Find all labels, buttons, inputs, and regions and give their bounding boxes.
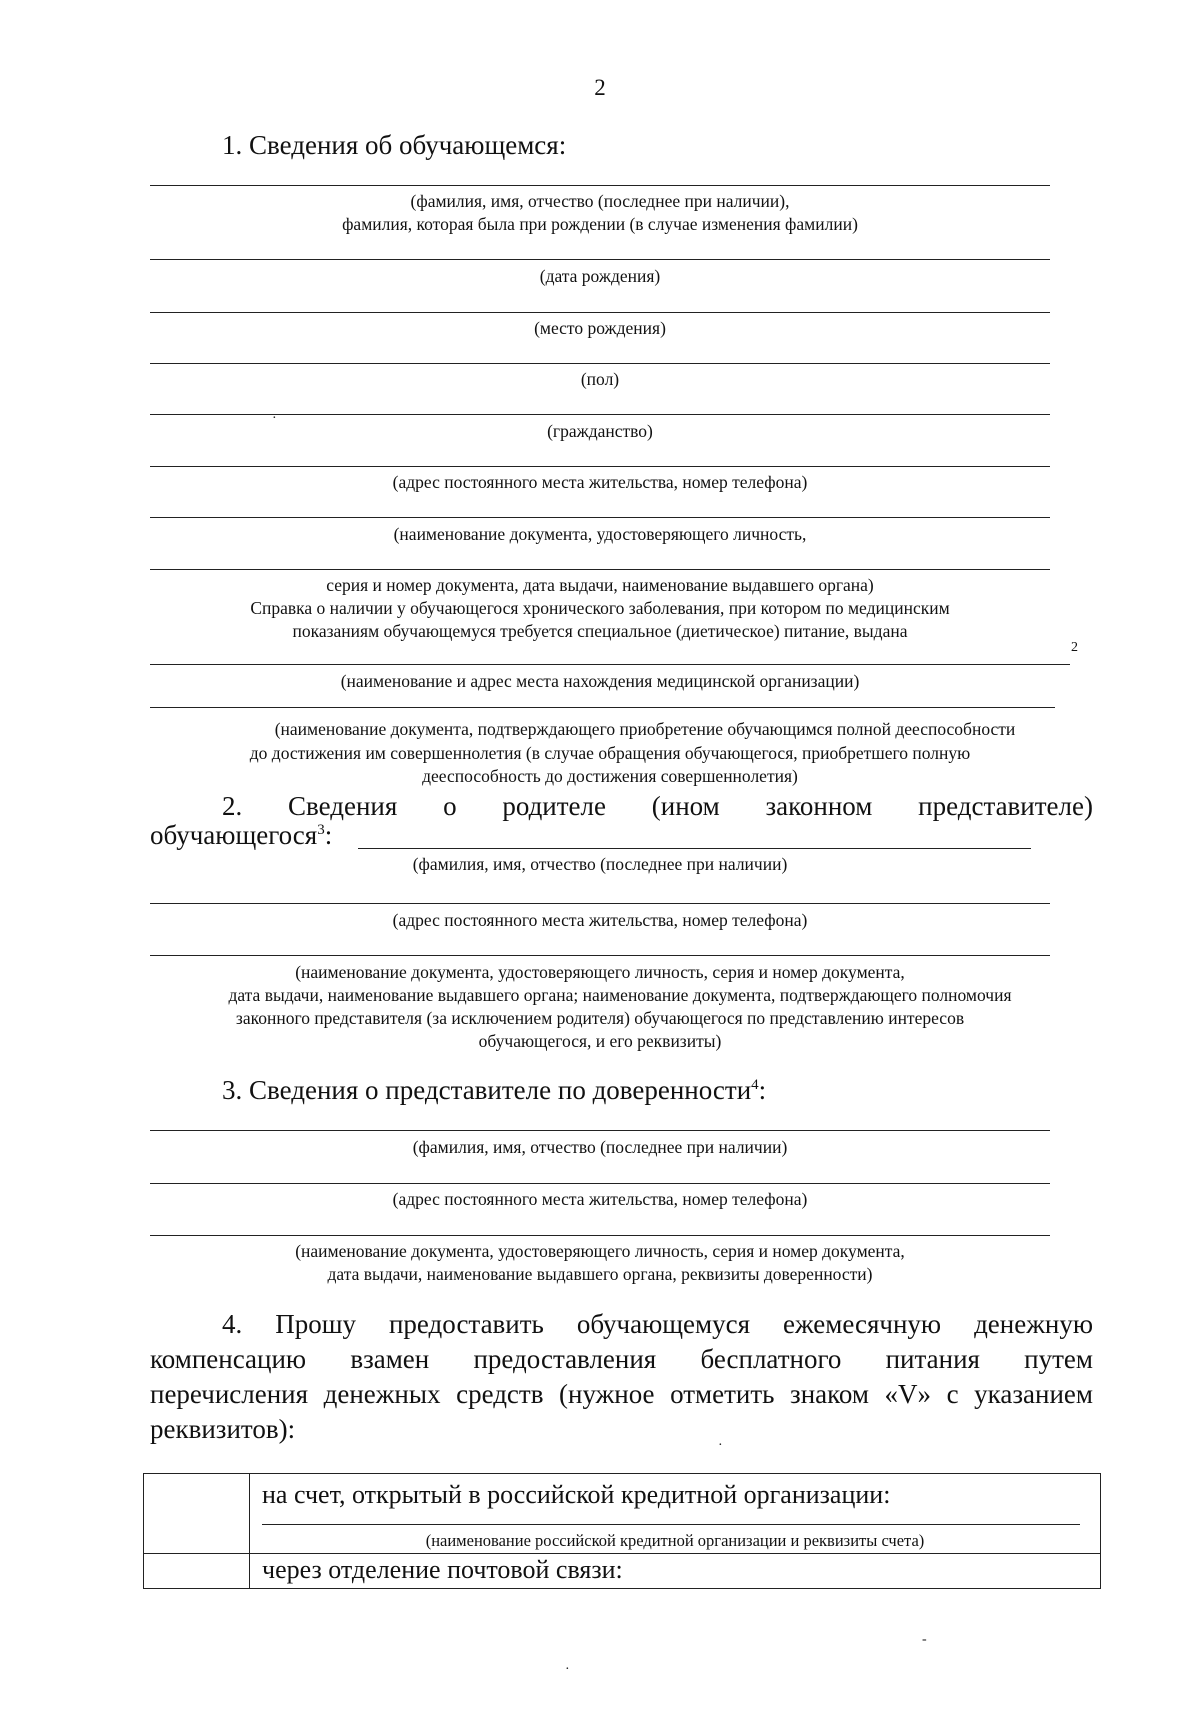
certificate-text-1: Справка о наличии у обучающегося хронического заболевания, при котором по медицинским <box>250 598 950 618</box>
birth-date-line <box>150 259 1050 260</box>
bank-details-caption: (наименование российской кредитной организации и реквизиты счета) <box>425 1531 925 1550</box>
proxy-doc-caption-2: дата выдачи, наименование выдавшего органа, реквизиты доверенности) <box>327 1264 873 1284</box>
section4-text-line2: компенсацию взамен предоставления бесплатного питания путем <box>150 1344 1093 1374</box>
id-doc-details-line <box>150 569 1050 570</box>
parent-address-line <box>150 903 1050 904</box>
fio-caption-1: (фамилия, имя, отчество (последнее при наличии), <box>410 191 790 211</box>
fio-caption-2: фамилия, которая была при рождении (в случае изменения фамилии) <box>342 214 858 234</box>
option-post-label: через отделение почтовой связи: <box>262 1555 623 1584</box>
id-doc-line <box>150 517 1050 518</box>
option-bank-checkbox-cell[interactable] <box>144 1474 250 1554</box>
parent-doc-line <box>150 955 1050 956</box>
page-number: 2 <box>594 75 606 100</box>
citizenship-caption: (гражданство) <box>547 421 653 441</box>
med-org-line <box>150 664 1070 665</box>
fio-line <box>150 185 1050 186</box>
birth-place-caption: (место рождения) <box>534 318 666 338</box>
section3-heading: 3. Сведения о представителе по доверенности$^4$: <box>222 1075 767 1105</box>
address-caption: (адрес постоянного места жительства, номер телефона) <box>392 472 808 492</box>
option-row-post <box>144 1554 1101 1589</box>
proxy-fio-caption: (фамилия, имя, отчество (последнее при наличии) <box>412 1137 788 1157</box>
proxy-address-caption: (адрес постоянного места жительства, номер телефона) <box>392 1189 808 1209</box>
parent-doc-caption-2: дата выдачи, наименование выдавшего органа; наименование документа, подтверждающего полномочия <box>228 985 1012 1005</box>
id-doc-caption-1: (наименование документа, удостоверяющего личность, <box>393 524 807 544</box>
speck-mark: · <box>718 1438 723 1453</box>
speck-mark: · <box>272 411 277 426</box>
proxy-doc-caption-1: (наименование документа, удостоверяющего личность, серия и номер документа, <box>295 1241 905 1261</box>
capacity-caption-2: до достижения им совершеннолетия (в случае обращения обучающегося, приобретшего полную <box>249 743 971 763</box>
proxy-doc-line <box>150 1235 1050 1236</box>
footnote-ref-4: 4 <box>751 1077 759 1093</box>
speck-mark: - <box>922 1632 927 1647</box>
id-doc-caption-2: серия и номер документа, дата выдачи, наименование выдавшего органа) <box>326 575 874 595</box>
med-org-caption: (наименование и адрес места нахождения медицинской организации) <box>340 671 860 691</box>
section4-text-line1: 4. Прошу предоставить обучающемуся ежемесячную денежную <box>222 1309 1093 1339</box>
capacity-caption-1: (наименование документа, подтверждающего приобретение обучающимся полной дееспособности <box>274 719 1016 739</box>
payment-options-table <box>143 1473 1101 1589</box>
option-bank-label: на счет, открытый в российской кредитной организации: <box>262 1480 891 1509</box>
section1-heading: 1. Сведения об обучающемся: <box>222 130 567 160</box>
parent-address-caption: (адрес постоянного места жительства, номер телефона) <box>392 910 808 930</box>
section2-heading-line2: обучающегося$^3$: <box>150 820 333 850</box>
proxy-fio-line <box>150 1130 1050 1131</box>
proxy-address-line <box>150 1183 1050 1184</box>
citizenship-line <box>150 414 1050 415</box>
birth-place-line <box>150 312 1050 313</box>
speck-mark: · <box>565 1662 570 1677</box>
parent-doc-caption-3: законного представителя (за исключением родителя) обучающегося по представлению интересов <box>235 1008 965 1028</box>
parent-doc-caption-4: обучающегося, и его реквизиты) <box>478 1031 722 1051</box>
footnote-ref-3: 3 <box>317 822 325 838</box>
sex-line <box>150 363 1050 364</box>
parent-doc-caption-1: (наименование документа, удостоверяющего личность, серия и номер документа, <box>295 962 905 982</box>
section4-text-line3: перечисления денежных средств (нужное отметить знаком «V» с указанием <box>150 1379 1093 1409</box>
parent-fio-line <box>358 848 1031 849</box>
capacity-doc-line <box>150 707 1055 708</box>
certificate-footnote-ref: 2 <box>1071 640 1078 655</box>
birth-date-caption: (дата рождения) <box>539 266 661 286</box>
sex-caption: (пол) <box>580 369 620 389</box>
capacity-caption-3: дееспособность до достижения совершеннолетия) <box>422 766 798 786</box>
certificate-text-2: показаниям обучающемуся требуется специальное (диетическое) питание, выдана <box>292 621 908 641</box>
option-post-cell <box>250 1554 1101 1589</box>
parent-fio-caption: (фамилия, имя, отчество (последнее при наличии) <box>412 854 788 874</box>
section2-heading-line1: 2. Сведения о родителе (ином законном представителе) <box>222 791 1093 821</box>
option-bank-cell <box>250 1474 1101 1554</box>
section4-text-line4: реквизитов): <box>150 1414 296 1444</box>
option-post-checkbox-cell[interactable] <box>144 1554 250 1589</box>
option-row-bank <box>144 1474 1101 1554</box>
address-line <box>150 466 1050 467</box>
